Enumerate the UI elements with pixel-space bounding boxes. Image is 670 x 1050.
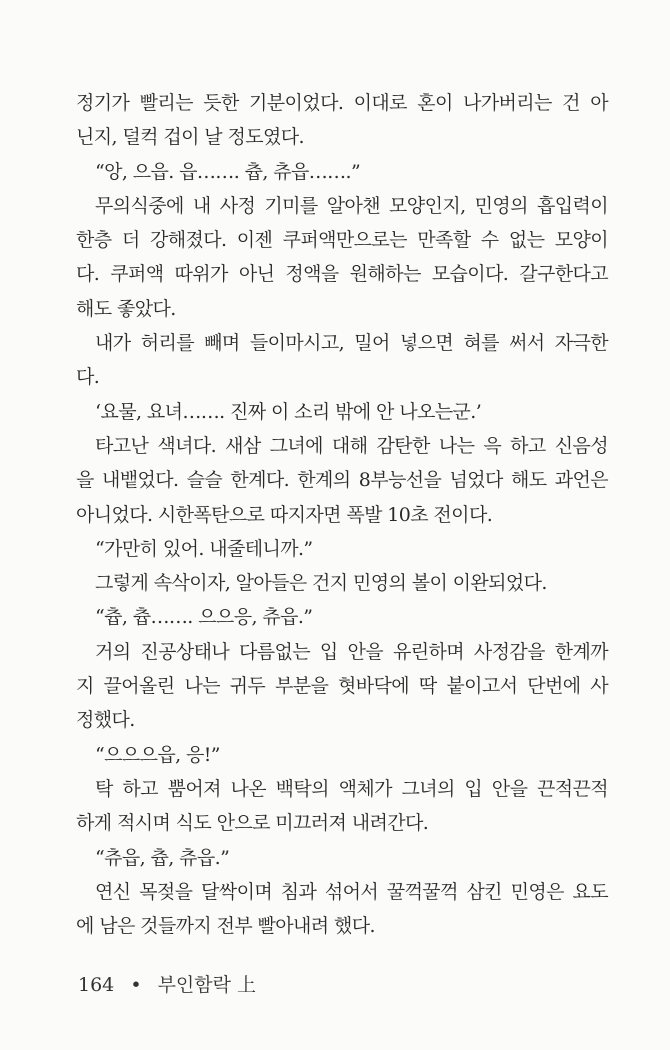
text-line: 을 내뱉었다. 슬슬 한계다. 한계의 8부능선을 넘었다 해도 과언은 — [76, 469, 608, 492]
text-line: 타고난 색녀다. 새삼 그녀에 대해 감탄한 나는 윽 하고 신음성 — [95, 434, 608, 457]
body-text — [76, 86, 608, 943]
paragraph — [76, 772, 608, 841]
text-line: 거의 진공상태나 다름없는 입 안을 유린하며 사정감을 한계까 — [95, 640, 608, 663]
text-line: 닌지, 덜컥 겁이 날 정도였다. — [76, 126, 304, 149]
paragraph — [76, 635, 608, 738]
text-line: 다. 쿠퍼액 따위가 아닌 정액을 원해하는 모습이다. 갈구한다고 — [76, 263, 608, 286]
text-line: 무의식중에 내 사정 기미를 알아챈 모양인지, 민영의 흡입력이 — [95, 194, 608, 217]
text-line: “가만히 있어. 내줄테니까.” — [95, 537, 313, 560]
text-line: 내가 허리를 빼며 들이마시고, 밀어 넣으면 혀를 써서 자극한 — [95, 332, 608, 355]
text-line: 에 남은 것들까지 전부 빨아내려 했다. — [76, 915, 375, 938]
text-line: 한층 더 강해졌다. 이젠 쿠퍼액만으로는 만족할 수 없는 모양이 — [76, 229, 608, 252]
text-line: 정기가 빨리는 듯한 기분이었다. 이대로 혼이 나가버리는 건 아 — [76, 92, 608, 114]
text-line: 그렇게 속삭이자, 알아들은 건지 민영의 볼이 이완되었다. — [95, 572, 547, 595]
page-number: 164 — [78, 974, 115, 996]
paragraph — [76, 326, 608, 395]
text-line: “앙, 으읍. 읍……. 츕, 츄읍…….” — [95, 160, 361, 183]
paragraph — [76, 738, 608, 772]
paragraph — [76, 86, 608, 155]
footer-separator: • — [130, 974, 142, 996]
paragraph — [76, 532, 608, 566]
paragraph — [76, 429, 608, 532]
text-line: 탁 하고 뿜어져 나온 백탁의 액체가 그녀의 입 안을 끈적끈적 — [95, 777, 608, 800]
paragraph — [76, 189, 608, 326]
paragraph — [76, 395, 608, 429]
text-line: 지 끌어올린 나는 귀두 부분을 혓바닥에 딱 붙이고서 단번에 사 — [76, 675, 608, 698]
text-line: 하게 적시며 식도 안으로 미끄러져 내려간다. — [76, 812, 429, 835]
paragraph — [76, 841, 608, 875]
text-line: 정했다. — [76, 709, 135, 732]
text-line: ‘요물, 요녀……. 진짜 이 소리 밖에 안 나오는군.’ — [95, 400, 482, 423]
book-title: 부인함락 上 — [157, 974, 257, 996]
text-line: “으으으읍, 응!” — [95, 743, 220, 766]
text-line: 아니었다. 시한폭탄으로 따지자면 폭발 10초 전이다. — [76, 503, 493, 526]
text-line: “츄읍, 츕, 츄읍.” — [95, 846, 230, 869]
paragraph — [76, 875, 608, 944]
text-line: 해도 좋았다. — [76, 297, 176, 320]
paragraph — [76, 600, 608, 634]
text-line: 다. — [76, 366, 100, 389]
page-footer — [78, 972, 266, 998]
paragraph — [76, 566, 608, 600]
paragraph — [76, 155, 608, 189]
text-line: 연신 목젖을 달싹이며 침과 섞어서 꿀꺽꿀꺽 삼킨 민영은 요도 — [95, 880, 608, 903]
text-line: “츕, 츕……. 으으응, 츄읍.” — [95, 606, 313, 629]
